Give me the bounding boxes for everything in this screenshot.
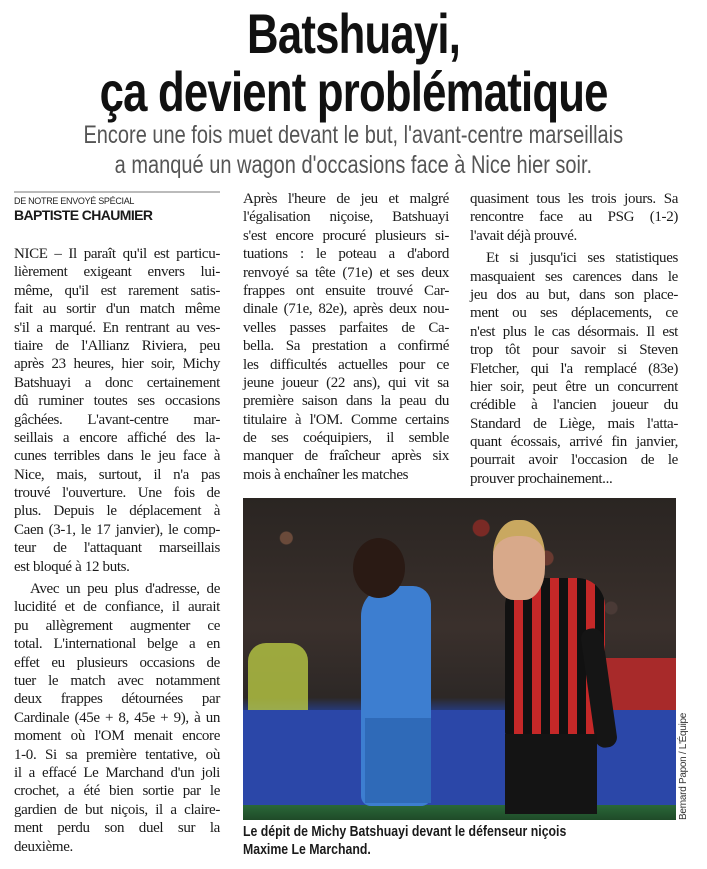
article-text-line: gardien de but niçois, il a claire- [14,801,220,818]
article-text-line: Caen (3-1, le 17 janvier), le comp- [14,521,220,538]
article-text-line: total. L'international belge a en [14,636,220,653]
article-text-line: Batshuayi a donc certainement [14,374,220,391]
headline-line-2 [0,62,707,122]
article-text-line: après 23 heures, hier soir, Michy [14,356,220,373]
article-text-line: Avec un peu plus d'adresse, de [30,581,220,598]
player-le-marchand-head [493,520,545,600]
article-text-line: trop tôt pour savoir si Steven [470,342,678,359]
article-text-line: effet eu plusieurs occasions de [14,654,220,671]
article-text-line: est bloqué à 12 buts. [14,558,130,575]
article-text-line: fait au sortir d'un match même [14,301,220,318]
article-text-line: titulaire à l'OM. Comme certains [243,411,449,428]
article-text-line: dinale (71e, 82e), après deux nou- [243,301,449,318]
article-photo [243,498,676,820]
article-text-line: pu allègrement augmenter ce [14,617,220,634]
article-text-line: Nice, mais, surtout, il n'a pas [14,466,220,483]
article-text-line: gâchées. L'avant-centre mar- [14,411,220,428]
article-text-line: s'il a marqué. En rentrant au ves- [14,319,220,336]
article-text-line: ment ou ses déplacements, ce [470,305,678,322]
article-text-line: masquaient ses carences dans le [470,268,678,285]
article-text-line: tuations : le poteau a d'abord [243,246,449,263]
article-text-line: tuer le match avec notamment [14,672,220,689]
article-text-line: 1-0. Si sa première tentative, où [14,746,220,763]
article-text-line: Cardinale (45e + 8, 45e + 9), à un [14,709,220,726]
article-text-line: rencontre face au PSG (1-2) [470,209,678,226]
article-text-line: hier soir, peut être un concurrent [470,378,678,395]
article-text-line: deuxième. [14,838,73,855]
headline-line-1 [0,4,707,64]
article-text-line: mois à enchaîner les matches [243,466,409,483]
article-text-line: l'avait déjà prouvé. [470,227,577,244]
article-text-line: quasiment tous les trois jours. Sa [470,191,678,207]
byline-prefix: DE NOTRE ENVOYÉ SPÉCIAL [14,196,135,206]
article-text-line: manquer de fraîcheur après six [243,448,449,465]
article-text-line: crochet, a été bien sortie par le [14,783,220,800]
article-text-line: teur de l'attaquant marseillais [14,540,220,557]
article-text-line: bella. Sa prestation a confirmé [243,338,449,355]
article-text-line: lucidité et de confiance, il aurait [14,599,220,616]
subtitle-text: Encore une fois muet devant le but, l'avant-centre marseillais [83,121,624,149]
article-text-line: tiaire de l'Allianz Riviera, peu [14,337,220,354]
article-text-line: Fletcher, qui l'a remplacé (83e) [470,360,678,377]
article-text-line: trouvé l'ouverture. Une fois de [14,485,220,502]
headline-text: ça devient problématique [99,60,608,123]
article-column-3 [470,190,678,488]
article-text-line: velles passes parfaites de Ca- [243,319,449,336]
article-text-line: pourrait avoir l'occasion de le [470,452,678,469]
article-text-line: renvoyé sa tête (71e) et ses deux [243,264,449,281]
photo-credit: Bernard Papon / L'Équipe [678,712,689,820]
article-text-line: n'est plus le cas désormais. Il est [470,323,678,340]
caption-line-2: Maxime Le Marchand. [243,841,371,858]
article-text-line: seillais a encore affiché des la- [14,429,220,446]
caption-line-1: Le dépit de Michy Batshuayi devant le défenseur niçois [243,823,567,840]
article-text-line: Après l'heure de jeu et malgré [243,191,449,207]
byline-author: BAPTISTE CHAUMIER [14,207,153,223]
article-text-line: frappes ont ensuite trouvé Car- [243,282,449,299]
article-text-line: lièrement exigeant envers lui- [14,264,220,281]
article-text-line: prouver prochainement... [470,470,613,487]
article-text-line: NICE – Il paraît qu'il est particu- [14,246,220,262]
article-text-line: dû ruminer toutes ses occasions [14,393,220,410]
player-batshuayi-shorts [365,718,431,803]
article-text-line: crédible à l'ancien joueur du [470,397,678,414]
photo-caption [243,823,663,859]
subtitle-text: a manqué un wagon d'occasions face à Nice hier soir. [114,151,593,179]
article-text-line: jeu dos au but, dans son place- [470,286,678,303]
article-text-line: s'est encore procuré plusieurs si- [243,227,449,244]
article-column-1 [14,245,220,856]
article-text-line: ment perdu son duel sur la [14,820,220,837]
article-text-line: plus. Depuis le déplacement à [14,503,220,520]
article-text-line: il a effacé Le Marchand d'un joli [14,764,220,781]
article-column-2 [243,190,449,484]
article-text-line: moment où l'OM menait encore [14,728,220,745]
article-text-line: l'égalisation niçoise, Batshuayi [243,209,449,226]
subtitle-line-1 [0,120,707,150]
player-batshuayi-head [353,538,405,598]
article-text-line: les difficultés actuelles pour ce [243,356,449,373]
article-text-line: Et si jusqu'ici ses statistiques [486,250,678,267]
subtitle-line-2 [0,150,707,180]
article-text-line: deux frappes détournées par [14,691,220,708]
article-text-line: même, qu'il est rarement satis- [14,282,220,299]
byline [14,191,220,223]
headline-text: Batshuayi, [246,2,461,65]
player-le-marchand-shorts [505,734,597,814]
article-text-line: Standard de Liège, mais l'atta- [470,415,678,432]
article-text-line: de ses coéquipiers, il semble [243,430,449,447]
article-text-line: cunes terribles dans le jeu face à [14,448,220,465]
steward-vest [248,643,308,718]
article-text-line: première saison dans la peau du [243,393,449,410]
article-text-line: quant écossais, arrivé fin janvier, [470,434,678,451]
article-text-line: jeune joueur (22 ans), qui vit sa [243,374,449,391]
